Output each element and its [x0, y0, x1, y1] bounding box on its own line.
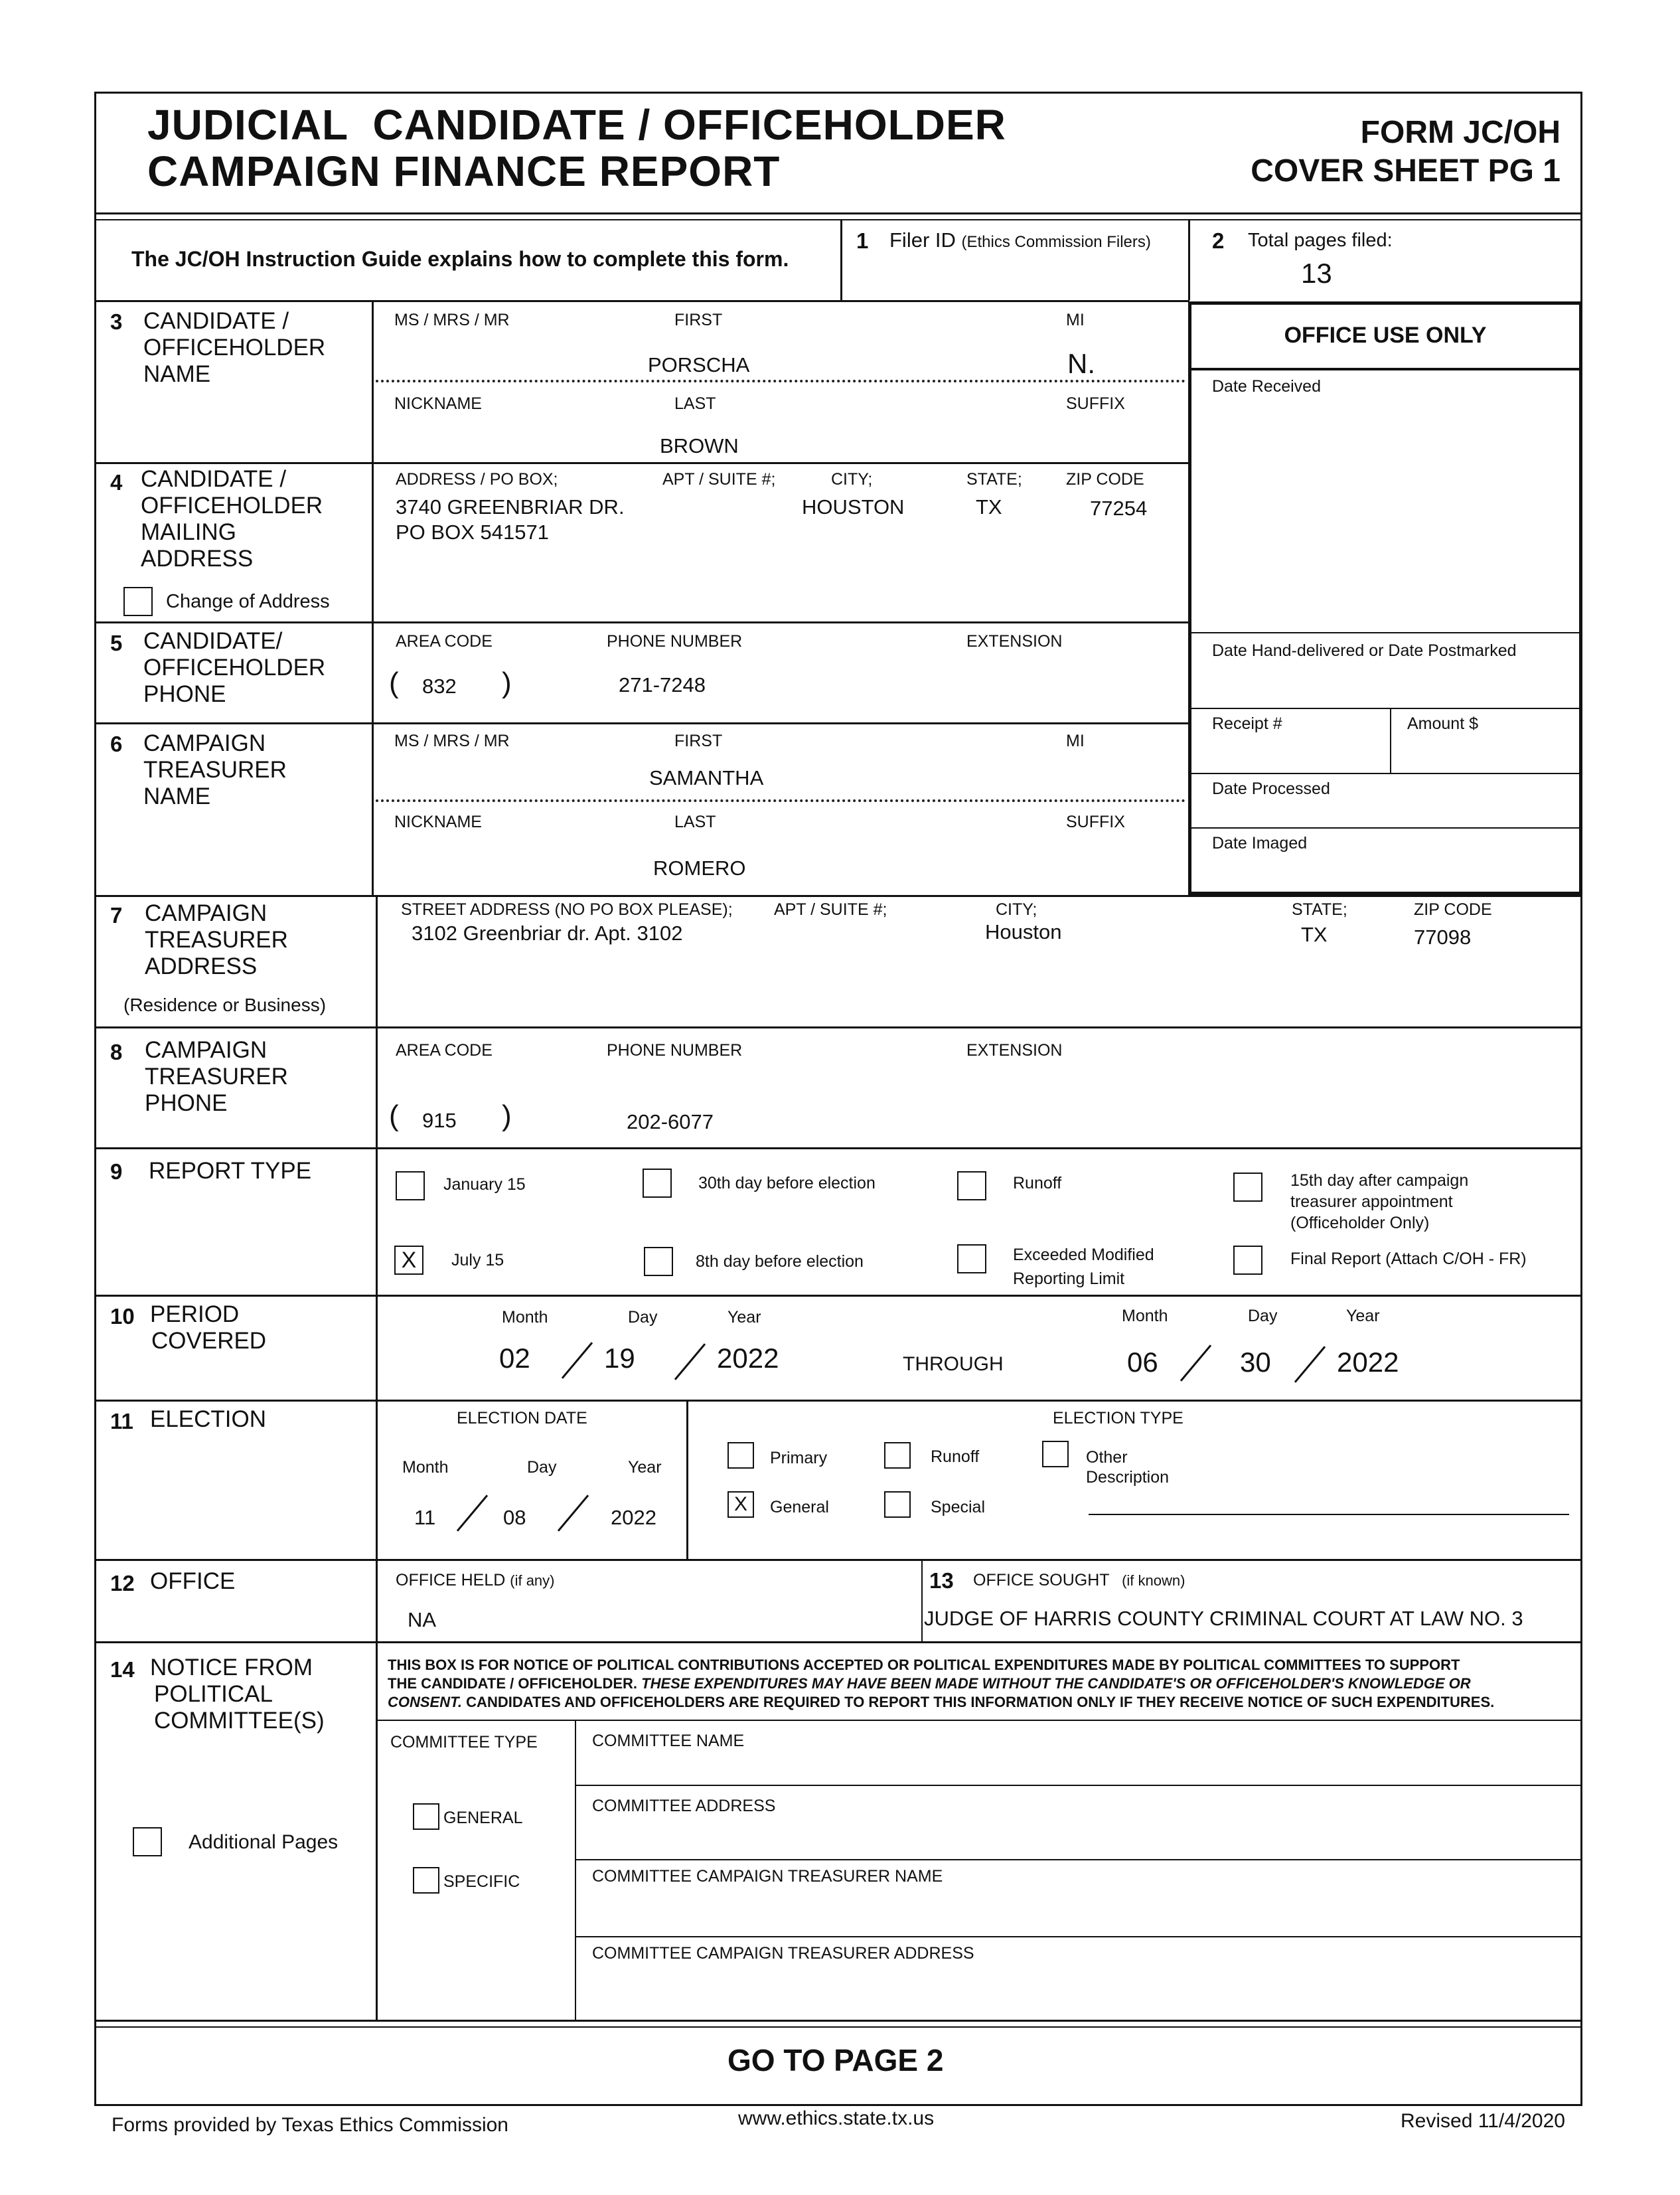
election-other-description-line[interactable] [1089, 1514, 1569, 1515]
period-to-day: 30 [1240, 1346, 1271, 1378]
treasurer-first-name: SAMANTHA [649, 766, 764, 789]
candidate-state: TX [976, 495, 1002, 519]
office-receipt: Receipt # [1212, 714, 1282, 733]
candidate-address-line1: 3740 GREENBRIAR DR. [396, 495, 625, 519]
treasurer-city: Houston [985, 920, 1062, 943]
report-type-jan15-checkbox[interactable] [396, 1171, 425, 1200]
sec10-label: PERIOD COVERED [150, 1301, 267, 1354]
candidate-mi: N. [1067, 348, 1095, 379]
report-type-final-checkbox[interactable] [1233, 1246, 1262, 1275]
additional-pages-checkbox[interactable] [133, 1827, 162, 1856]
office-use-title: OFFICE USE ONLY [1284, 323, 1487, 348]
period-to-year: 2022 [1337, 1346, 1399, 1378]
form-cover-sheet: COVER SHEET PG 1 [1251, 153, 1561, 189]
sec9-label: REPORT TYPE [149, 1158, 312, 1184]
filer-id-label: Filer ID (Ethics Commission Filers) [889, 228, 1151, 252]
election-year: 2022 [611, 1506, 656, 1529]
candidate-last-name: BROWN [660, 434, 739, 457]
office-date-hand-delivered: Date Hand-delivered or Date Postmarked [1212, 641, 1517, 660]
committee-name-label: COMMITTEE NAME [592, 1732, 745, 1750]
form-number: FORM JC/OH [1360, 115, 1561, 150]
period-through: THROUGH [903, 1353, 1004, 1375]
instruction-text: The JC/OH Instruction Guide explains how to complete this form. [131, 247, 789, 271]
report-type-15day-label: 15th day after campaign treasurer appointment (Officeholder Only) [1290, 1171, 1469, 1232]
footer-provided-by: Forms provided by Texas Ethics Commission [112, 2114, 508, 2136]
report-type-jul15-checkbox[interactable]: X [394, 1246, 423, 1275]
office-sought-value: JUDGE OF HARRIS COUNTY CRIMINAL COURT AT LAW NO. 3 [924, 1607, 1523, 1630]
election-runoff-checkbox[interactable] [884, 1442, 911, 1469]
period-from-year: 2022 [717, 1342, 779, 1374]
footer-url[interactable]: www.ethics.state.tx.us [738, 2107, 935, 2129]
report-type-15day-checkbox[interactable] [1233, 1173, 1262, 1202]
treasurer-street: 3102 Greenbriar dr. Apt. 3102 [412, 922, 683, 945]
committee-specific-checkbox[interactable] [413, 1867, 439, 1894]
committee-address-label: COMMITTEE ADDRESS [592, 1797, 776, 1815]
go-to-page-2: GO TO PAGE 2 [727, 2043, 944, 2077]
committee-treasurer-label: COMMITTEE CAMPAIGN TREASURER NAME [592, 1867, 943, 1886]
candidate-city: HOUSTON [802, 495, 905, 519]
office-held-label: OFFICE HELD (if any) [396, 1571, 555, 1589]
sec5-label: CANDIDATE/ OFFICEHOLDER PHONE [143, 628, 326, 707]
office-date-imaged: Date Imaged [1212, 834, 1308, 853]
candidate-first-name: PORSCHA [648, 353, 750, 376]
candidate-phone-number: 271-7248 [619, 673, 706, 696]
election-other-checkbox[interactable] [1042, 1441, 1069, 1467]
candidate-zip: 77254 [1090, 497, 1148, 520]
election-general-checkbox[interactable]: X [727, 1491, 754, 1518]
period-from-month: 02 [499, 1342, 530, 1374]
sec14-label: NOTICE FROM POLITICAL COMMITTEE(S) [150, 1655, 325, 1734]
footer-revised: Revised 11/4/2020 [1401, 2110, 1565, 2132]
election-other-label: Other Description [1086, 1448, 1170, 1487]
sec12-label: OFFICE [150, 1568, 236, 1594]
election-day: 08 [503, 1506, 526, 1529]
report-type-8day-checkbox[interactable] [644, 1247, 673, 1276]
office-held-value: NA [408, 1608, 437, 1631]
period-from-day: 19 [604, 1342, 635, 1374]
total-pages-label: Total pages filed: [1248, 230, 1393, 251]
office-date-processed: Date Processed [1212, 779, 1330, 798]
election-primary-checkbox[interactable] [727, 1442, 754, 1469]
report-type-runoff-checkbox[interactable] [957, 1171, 986, 1200]
election-month: 11 [414, 1506, 436, 1529]
form-title-line1: JUDICIAL CANDIDATE / OFFICEHOLDER [147, 101, 1006, 149]
treasurer-state: TX [1301, 923, 1328, 946]
total-pages-value: 13 [1301, 258, 1332, 289]
treasurer-last-name: ROMERO [653, 856, 746, 880]
candidate-address-line2: PO BOX 541571 [396, 521, 549, 544]
candidate-area-code: 832 [422, 675, 457, 698]
office-sought-label: OFFICE SOUGHT (if known) [973, 1571, 1185, 1589]
office-amount: Amount $ [1407, 714, 1479, 733]
sec8-label: CAMPAIGN TREASURER PHONE [145, 1037, 288, 1116]
sec7-label: CAMPAIGN TREASURER ADDRESS [145, 900, 288, 979]
report-type-exceeded-label: Exceeded Modified Reporting Limit [1013, 1246, 1154, 1288]
report-type-30day-checkbox[interactable] [643, 1169, 672, 1198]
change-of-address-checkbox[interactable] [123, 587, 153, 616]
period-to-month: 06 [1127, 1346, 1158, 1378]
committee-notice: THIS BOX IS FOR NOTICE OF POLITICAL CONTRIBUTIONS ACCEPTED OR POLITICAL EXPENDITURES MADE BY POLITICAL COMMITTEES TO SUPPORT THE CANDIDATE / OFFICEHOLDER. THESE EXPENDITURES MAY HAVE BEEN MADE WITHOUT THE CANDIDATE'S OR OFFICEHOLDER'S KNOWLEDGE OR CONSENT. CANDIDATES AND OFFICEHOLDERS ARE REQUIRED TO REPORT THIS INFORMATION ONLY IF THEY RECEIVE NOTICE OF SUCH EXPENDITURES. [388, 1657, 1495, 1710]
sec3-label: CANDIDATE / OFFICEHOLDER NAME [143, 308, 326, 387]
change-of-address-label: Change of Address [166, 591, 330, 612]
header-divider [94, 212, 1582, 214]
treasurer-area-code: 915 [422, 1109, 457, 1132]
form-title-line2: CAMPAIGN FINANCE REPORT [147, 147, 781, 195]
report-type-exceeded-checkbox[interactable] [957, 1244, 986, 1273]
office-date-received: Date Received [1212, 377, 1321, 396]
committee-treasurer-address-label: COMMITTEE CAMPAIGN TREASURER ADDRESS [592, 1944, 974, 1963]
treasurer-zip: 77098 [1414, 926, 1472, 949]
treasurer-phone-number: 202-6077 [627, 1110, 714, 1133]
sec6-label: CAMPAIGN TREASURER NAME [143, 730, 287, 809]
committee-general-checkbox[interactable] [413, 1803, 439, 1830]
sec11-label: ELECTION [150, 1406, 267, 1432]
election-special-checkbox[interactable] [884, 1491, 911, 1518]
sec4-label: CANDIDATE / OFFICEHOLDER MAILING ADDRESS [141, 466, 323, 572]
sec7-sublabel: (Residence or Business) [123, 995, 327, 1015]
additional-pages-label: Additional Pages [189, 1831, 339, 1853]
